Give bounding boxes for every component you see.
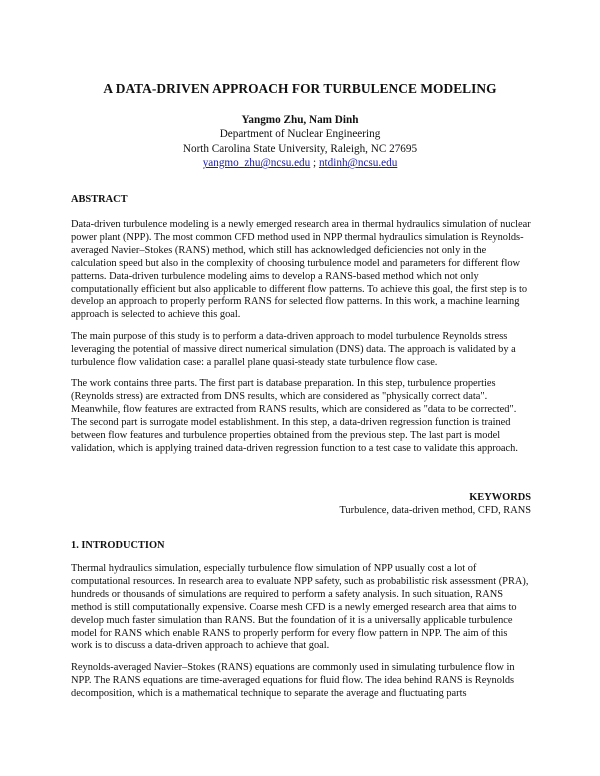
email-line (0, 156, 600, 170)
abstract-paragraph-1: Data-driven turbulence modeling is a newly emerged research area in thermal hydraulics simulation of nuclear power plant (NPP). The most common CFD method used in NPP thermal hydraulics simulation is Reynolds-averaged Navier–Stokes (RANS) method, which still has acknowledged deficiencies not only in the calculation speed but also in the complexity of choosing turbulence model and parameters for different flow patterns. Data-driven turbulence modeling aims to develop a RANS-based method which not only computationally efficient but also applicable to different flow patterns. To achieve this goal, the first step is to develop an approach to properly perform RANS for selected flow patterns. In this work, a machine learning approach is selected to achieve this goal. (71, 219, 531, 321)
affiliation: Department of Nuclear Engineering (219, 128, 381, 141)
introduction-paragraph-2: Reynolds-averaged Navier–Stokes (RANS) equations are commonly used in simulating turbulence flow in NPP. The RANS equations are time-averaged equations for fluid flow. The idea behind RANS is Reynolds decomposition, which is a mathematical technique to separate the average and fluctuating parts (71, 662, 515, 699)
email-link-2[interactable]: ntdinh@ncsu.edu (318, 157, 398, 170)
keywords-heading: KEYWORDS (469, 492, 531, 503)
abstract-paragraph-2: The main purpose of this study is to perform a data-driven approach to model turbulence Reynolds stress leveraging the potential of massive direct numerical simulation (DNS) data. The approach is validated by a turbulence flow validation case: a parallel plane quasi-steady state turbulence flow case. (71, 331, 516, 368)
email-link-1[interactable]: yangmo_zhu@ncsu.edu (202, 157, 311, 170)
keywords-text: Turbulence, data-driven method, CFD, RANS (339, 505, 531, 516)
introduction-heading: 1. INTRODUCTION (71, 540, 165, 551)
keywords-block (339, 491, 531, 517)
author-block (0, 113, 600, 171)
address: North Carolina State University, Raleigh, NC 27695 (182, 142, 418, 155)
introduction-paragraph-1: Thermal hydraulics simulation, especially turbulence flow simulation of NPP usually cost a lot of computational resources. In research area to evaluate NPP safety, such as probabilistic risk assessment (PRA), hundreds or thousands of simulations are required to perform a safety analysis. In such situation, RANS method is still computationally expensive. Coarse mesh CFD is a newly emerged research area that aims to develop much faster simulation than RANS. But the foundation of it is a universally applicable turbulence model for RANS which enable RANS to properly perform for every flow pattern in NPP. The aim of this work is to discuss a data-driven approach to achieve that goal. (71, 563, 529, 652)
author-names: Yangmo Zhu, Nam Dinh (241, 114, 359, 126)
abstract-paragraph-3: The work contains three parts. The first part is database preparation. In this step, turbulence properties (Reynolds stress) are extracted from DNS results, which are considered as "physically correct data". Meanwhile, flow features are extracted from RANS results, which are considered as "data to be corrected". The second part is surrogate model establishment. In this step, a data-driven regression function is trained between flow features and turbulence properties obtained from the previous step. The last part is model validation, which is applying trained data-driven regression function to a test case to validate this approach. (71, 378, 518, 454)
paper-title: A DATA-DRIVEN APPROACH FOR TURBULENCE MODELING (103, 81, 497, 96)
email-separator: ; (310, 157, 319, 170)
abstract-heading: ABSTRACT (71, 194, 128, 205)
